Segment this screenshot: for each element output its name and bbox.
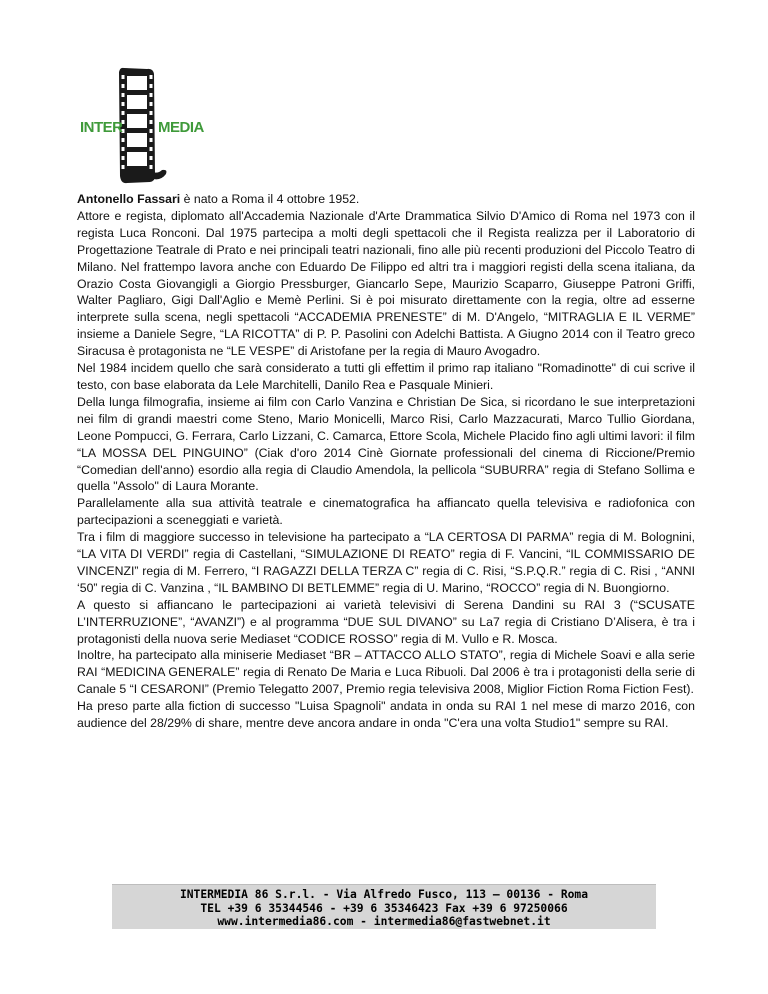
footer-address: INTERMEDIA 86 S.r.l. - Via Alfredo Fusco, 113 – 00136 - Roma: [179, 888, 589, 901]
film-strip-icon: [80, 66, 210, 186]
intro-text: è nato a Roma il 4 ottobre 1952.: [180, 192, 360, 206]
paragraph: Tra i film di maggiore successo in televisione ha partecipato a “LA CERTOSA DI PARMA” regia di M. Bolognini, “LA VITA DI VERDI” regia di Castellani, “SIMULAZIONE DI REATO” regia di F. Vancini, “IL COMMISSARIO DE VINCENZI” regia di M. Ferrero, “I RAGAZZI DELLA TERZA C” regia di C. Risi, “S.P.Q.R.” regia di C. Risi , “ANNI ‘50” regia di C. Vanzina , “IL BAMBINO DI BETLEMME” regia di U. Marino, “ROCCO” regia di N. Buongiorno.: [77, 530, 695, 595]
footer-web: www.intermedia86.com - intermedia86@fastwebnet.it: [217, 915, 551, 929]
company-footer: [112, 884, 656, 929]
paragraph: Ha preso parte alla fiction di successo "Luisa Spagnoli" andata in onda su RAI 1 nel mese di marzo 2016, con audience del 28/29% di share, mentre deve ancora andare in onda "C'era una volta Studio1" sempre su RAI.: [77, 699, 695, 731]
logo-text-left: INTER: [80, 119, 123, 136]
paragraph: Attore e regista, diplomato all'Accademia Nazionale d'Arte Drammatica Silvio D'Amico di Roma nel 1973 con il regista Luca Ronconi. Dal 1975 partecipa a molti degli spettacoli che il Regista realizza per il Laboratorio di Progettazione Teatrale di Prato e nei principali teatri nazionali, fino alle più recenti produzioni del Piccolo Teatro di Milano. Nel frattempo lavora anche con Eduardo De Filippo ed altri tra i maggiori registi della scena italiana, da Orazio Costa Giovangigli a Giorgio Pressburger, Giancarlo Sepe, Maurizio Scaparro, Giuseppe Patroni Griffi, Walter Pagliaro, Gigi Dall'Aglio e Memè Perlini. Si è poi misurato direttamente con la regia, oltre ad esserne interprete sulla scena, negli spettacoli “ACCADEMIA PRENESTE” di M. D'Angelo, “MITRAGLIA E IL VERME” insieme a Daniele Segre, “LA RICOTTA” di P. P. Pasolini con Adelchi Battista. A Giugno 2014 con il Teatro greco Siracusa è protagonista ne “LE VESPE” di Aristofane per la regia di Mauro Avogadro.: [77, 208, 695, 359]
intro-paragraph: [77, 191, 695, 208]
paragraph: Parallelamente alla sua attività teatrale e cinematografica ha affiancato quella televisiva e radiofonica con partecipazioni a sceneggiati e varietà.: [77, 496, 695, 528]
biography-text: [77, 191, 695, 732]
company-logo: [80, 66, 210, 186]
person-name: Antonello Fassari: [77, 192, 181, 206]
footer-phone: TEL +39 6 35344546 - +39 6 35346423 Fax +39 6 97250066: [200, 901, 568, 915]
paragraph: A questo si affiancano le partecipazioni ai varietà televisivi di Serena Dandini su RAI 3 (“SCUSATE L’INTERRUZIONE”, “AVANZI”) e al programma “DUE SUL DIVANO” su La7 regia di Cristiano D’Alisera, è tra i protagonisti della nuova serie Mediaset “CODICE ROSSO” regia di M. Vullo e R. Mosca.: [77, 597, 695, 646]
paragraph: Nel 1984 incidem quello che sarà considerato a tutti gli effettim il primo rap italiano "Romadinotte" di cui scrive il testo, con base elaborata da Lele Marchitelli, Danilo Rea e Pasquale Minieri.: [77, 361, 695, 392]
paragraph: Della lunga filmografia, insieme ai film con Carlo Vanzina e Christian De Sica, si ricordano le sue interpretazioni nei film di grandi maestri come Steno, Mario Monicelli, Marco Risi, Carlo Mazzacurati, Marco Tullio Giordana, Leone Pompucci, G. Ferrara, Carlo Lizzani, C. Camarca, Ettore Scola, Michele Placido fino agli ultimi lavori: il film “LA MOSSA DEL PINGUINO” (Ciak d'oro 2014 Cinè Giornate professionali del cinema di Riccione/Premio “Comedian dell'anno) esordio alla regia di Claudio Amendola, la pellicola “SUBURRA” regia di Stefano Sollima e quella "Assolo" di Laura Morante.: [77, 394, 695, 494]
paragraph: Inoltre, ha partecipato alla miniserie Mediaset “BR – ATTACCO ALLO STATO”, regia di Michele Soavi e alla serie RAI “MEDICINA GENERALE” regia di Renato De Maria e Luca Ribuoli. Dal 2006 è tra i protagonisti della serie di Canale 5 “I CESARONI” (Premio Telegatto 2007, Premio regia televisiva 2008, Miglior Fiction Roma Fiction Fest).: [77, 648, 695, 697]
logo-text-right: MEDIA: [158, 119, 204, 136]
